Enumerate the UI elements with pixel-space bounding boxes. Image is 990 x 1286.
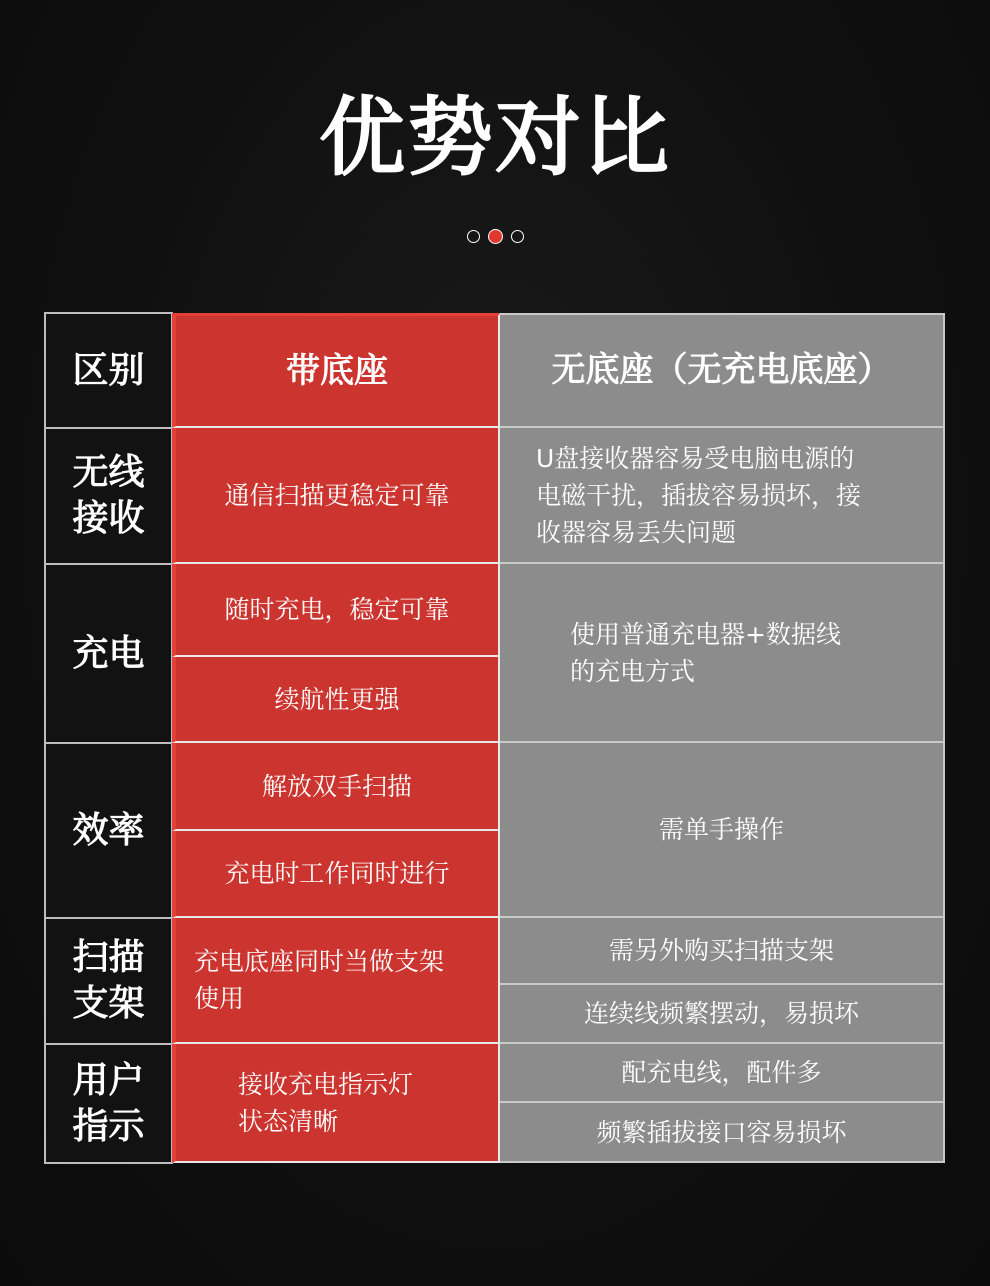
row-label-user-indication: 用户 指示	[44, 1043, 173, 1164]
with-base-charging-2: 续航性更强	[172, 657, 500, 743]
with-base-wireless: 通信扫描更稳定可靠	[172, 428, 500, 564]
header-with-base: 带底座	[172, 313, 500, 428]
without-base-efficiency: 需单手操作	[500, 743, 945, 918]
header-without-base: 无底座（无充电底座）	[500, 313, 945, 428]
without-base-user-indication-1: 配充电线，配件多	[500, 1044, 945, 1103]
page-title: 优势对比	[319, 88, 671, 188]
with-base-user-indication: 接收充电指示灯 状态清晰	[172, 1044, 500, 1163]
pager-dot-3[interactable]	[511, 230, 524, 243]
without-base-scan-stand-2: 连续线频繁摆动，易损坏	[500, 985, 945, 1044]
row-label-scan-stand: 扫描 支架	[44, 917, 173, 1045]
row-label-charging: 充电	[44, 563, 173, 744]
without-base-charging: 使用普通充电器+数据线 的充电方式	[500, 564, 945, 743]
with-base-efficiency-2: 充电时工作同时进行	[172, 831, 500, 918]
without-base-scan-stand-1: 需另外购买扫描支架	[500, 918, 945, 985]
comparison-table	[45, 313, 945, 1163]
with-base-scan-stand: 充电底座同时当做支架 使用	[172, 918, 500, 1044]
without-base-wireless: U盘接收器容易受电脑电源的 电磁干扰，插拔容易损坏，接 收器容易丢失问题	[500, 428, 945, 564]
pager-dot-1[interactable]	[467, 230, 480, 243]
header-category: 区别	[44, 312, 173, 429]
with-base-charging-1: 随时充电，稳定可靠	[172, 564, 500, 657]
without-base-user-indication-2: 频繁插拔接口容易损坏	[500, 1103, 945, 1163]
pager-dots	[0, 229, 990, 244]
row-label-wireless: 无线 接收	[44, 427, 173, 565]
with-base-efficiency-1: 解放双手扫描	[172, 743, 500, 831]
row-label-efficiency: 效率	[44, 742, 173, 919]
pager-dot-2-active[interactable]	[488, 229, 503, 244]
